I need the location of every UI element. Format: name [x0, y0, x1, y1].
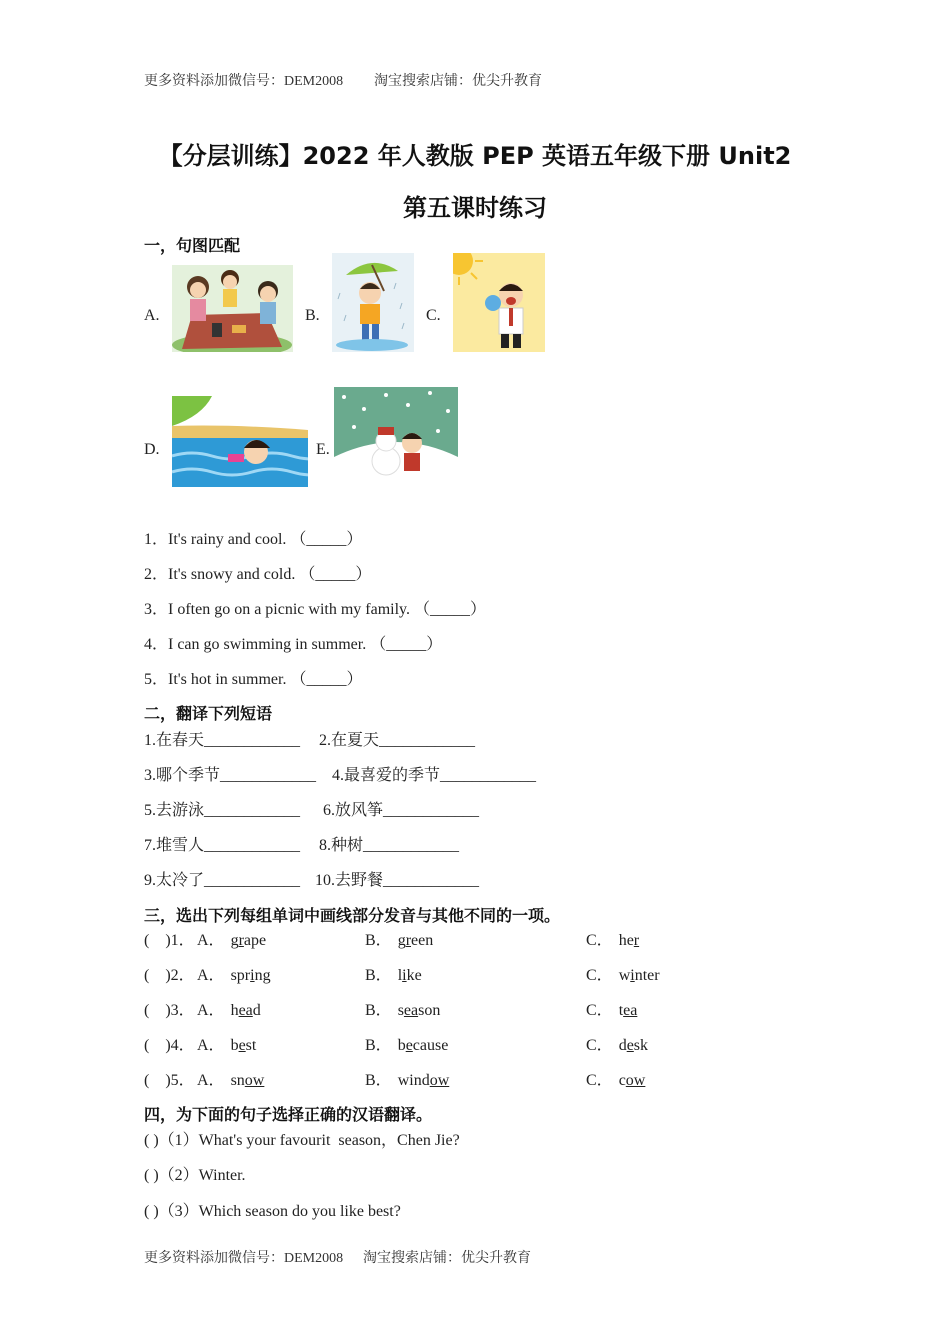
- match-item-1: 1．It's rainy and cool. （_____）: [144, 531, 363, 548]
- word-part: nter: [634, 967, 660, 984]
- phonics-question-number: ( )4．: [144, 1037, 195, 1054]
- word-part: ng: [254, 967, 271, 984]
- word-part: g: [230, 932, 239, 949]
- phonics-option-c: [586, 1067, 645, 1090]
- underlined-letters: ea: [403, 1002, 419, 1019]
- section3-heading: 三，选出下列每组单词中画线部分发音与其他不同的一项。: [144, 906, 561, 925]
- phrase-2: 2.在夏天____________: [319, 732, 476, 749]
- phonics-option-a: [197, 962, 271, 985]
- section1-heading: 一，句图匹配: [144, 236, 241, 255]
- match-item-3: 3．I often go on a picnic with my family. （_____）: [144, 601, 487, 618]
- phonics-option-c: [586, 1032, 648, 1055]
- page-subtitle: 第五课时练习: [403, 194, 547, 222]
- option-letter: C．: [586, 1072, 613, 1089]
- option-letter: C．: [586, 932, 613, 949]
- phonics-option-b: [365, 1032, 448, 1055]
- underlined-letters: ea: [623, 1002, 638, 1019]
- option-letter: C．: [586, 1037, 613, 1054]
- option-letter: C．: [586, 967, 613, 984]
- section4-heading: 四，为下面的句子选择正确的汉语翻译。: [144, 1105, 433, 1124]
- underlined-letters: i: [630, 967, 635, 984]
- rainy-boy-umbrella-picture: [332, 253, 414, 352]
- word-part: spr: [230, 967, 251, 984]
- word-part: sn: [230, 1072, 245, 1089]
- underlined-letters: r: [405, 932, 412, 949]
- option-letter: A．: [197, 932, 225, 949]
- phrase-8: 8.种树____________: [319, 837, 460, 854]
- phrase-9: 9.太冷了____________: [144, 872, 301, 889]
- word-part: w: [618, 967, 631, 984]
- header-wechat: 更多资料添加微信号：DEM2008: [144, 74, 344, 89]
- phonics-option-c: [586, 927, 639, 950]
- word-part: son: [418, 1002, 441, 1019]
- phonics-option-a: [197, 1067, 264, 1090]
- option-letter: C．: [586, 1002, 613, 1019]
- word-part: b: [397, 1037, 406, 1054]
- option-letter: A．: [197, 1072, 225, 1089]
- underlined-letters: r: [633, 932, 640, 949]
- footer-wechat: 更多资料添加微信号：DEM2008: [144, 1251, 344, 1266]
- hot-sun-man-fan-picture: [453, 253, 545, 352]
- option-label-e: E.: [316, 441, 330, 458]
- match-item-5: 5．It's hot in summer. （_____）: [144, 671, 363, 688]
- option-letter: B．: [365, 1002, 392, 1019]
- phonics-option-b: [365, 927, 433, 950]
- translate-item-3: ( )（3）Which season do you like best?: [144, 1203, 401, 1220]
- word-part: ke: [406, 967, 422, 984]
- option-label-a: A.: [144, 307, 160, 324]
- word-part: wind: [397, 1072, 430, 1089]
- underlined-letters: ow: [244, 1072, 265, 1089]
- phonics-option-c: [586, 997, 637, 1020]
- phonics-option-b: [365, 962, 422, 985]
- phonics-option-b: [365, 1067, 449, 1090]
- snowman-children-picture: [334, 387, 458, 480]
- underlined-letters: ea: [238, 1002, 253, 1019]
- underlined-letters: i: [250, 967, 255, 984]
- phrase-3: 3.哪个季节____________: [144, 767, 317, 784]
- phrase-5: 5.去游泳____________: [144, 802, 301, 819]
- translate-item-1: ( )（1）What's your favourit season，Chen Jie?: [144, 1132, 460, 1149]
- footer-shop: 淘宝搜索店铺：优尖升教育: [363, 1251, 531, 1266]
- phonics-question-number: ( )1．: [144, 932, 195, 949]
- option-letter: A．: [197, 967, 225, 984]
- header-shop: 淘宝搜索店铺：优尖升教育: [374, 74, 542, 89]
- option-label-c: C.: [426, 307, 441, 324]
- word-part: d: [618, 1037, 627, 1054]
- option-letter: A．: [197, 1002, 225, 1019]
- girl-swimming-picture: [172, 396, 308, 487]
- word-part: c: [618, 1072, 626, 1089]
- phonics-option-a: [197, 927, 266, 950]
- word-part: ape: [243, 932, 267, 949]
- word-part: h: [230, 1002, 239, 1019]
- word-part: he: [618, 932, 634, 949]
- phrase-4: 4.最喜爱的季节____________: [332, 767, 537, 784]
- word-part: t: [618, 1002, 624, 1019]
- word-part: sk: [633, 1037, 649, 1054]
- option-letter: B．: [365, 1037, 392, 1054]
- family-picnic-picture: [172, 265, 293, 352]
- word-part: l: [397, 967, 403, 984]
- section2-heading: 二，翻译下列短语: [144, 704, 273, 723]
- word-part: een: [411, 932, 434, 949]
- underlined-letters: e: [626, 1037, 634, 1054]
- word-part: d: [252, 1002, 261, 1019]
- phonics-option-a: [197, 1032, 256, 1055]
- underlined-letters: e: [405, 1037, 413, 1054]
- word-part: cause: [412, 1037, 449, 1054]
- match-item-4: 4．I can go swimming in summer. （_____）: [144, 636, 443, 653]
- underlined-letters: ow: [625, 1072, 646, 1089]
- word-part: g: [397, 932, 406, 949]
- page-title: 【分层训练】2022 年人教版 PEP 英语五年级下册 Unit2: [158, 142, 792, 170]
- option-letter: A．: [197, 1037, 225, 1054]
- underlined-letters: r: [238, 932, 244, 949]
- phonics-question-number: ( )2．: [144, 967, 195, 984]
- phrase-1: 1.在春天____________: [144, 732, 301, 749]
- underlined-letters: e: [238, 1037, 246, 1054]
- phonics-option-b: [365, 997, 440, 1020]
- option-letter: B．: [365, 1072, 392, 1089]
- option-letter: B．: [365, 932, 392, 949]
- phonics-option-a: [197, 997, 261, 1020]
- match-item-2: 2．It's snowy and cold. （_____）: [144, 566, 372, 583]
- phrase-10: 10.去野餐____________: [315, 872, 480, 889]
- word-part: st: [245, 1037, 257, 1054]
- phonics-question-number: ( )3．: [144, 1002, 195, 1019]
- option-label-d: D.: [144, 441, 160, 458]
- underlined-letters: i: [402, 967, 407, 984]
- word-part: b: [230, 1037, 239, 1054]
- word-part: s: [397, 1002, 404, 1019]
- phrase-6: 6.放风筝____________: [323, 802, 480, 819]
- option-label-b: B.: [305, 307, 320, 324]
- phonics-question-number: ( )5．: [144, 1072, 195, 1089]
- phrase-7: 7.堆雪人____________: [144, 837, 301, 854]
- option-letter: B．: [365, 967, 392, 984]
- phonics-option-c: [586, 962, 660, 985]
- translate-item-2: ( )（2）Winter.: [144, 1167, 246, 1184]
- underlined-letters: ow: [429, 1072, 450, 1089]
